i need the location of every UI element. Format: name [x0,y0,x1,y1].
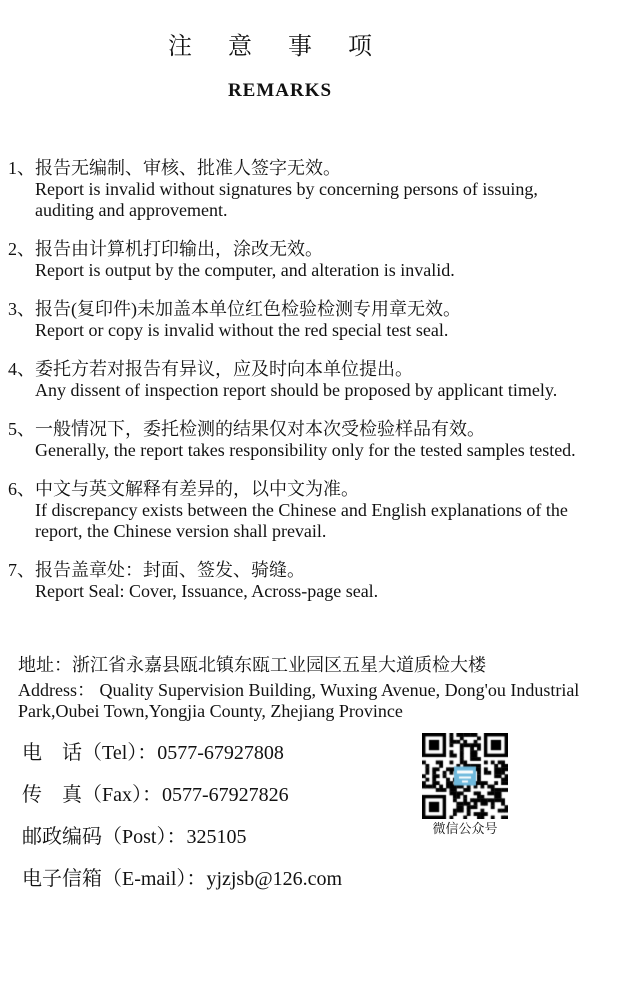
contact-value: yjzjsb@126.com [206,868,343,890]
item-body [35,299,568,341]
item-number: 6、 [8,479,35,499]
item-text-en: Report is output by the computer, and alteration is invalid. [35,260,455,280]
item-text-cn: 委托方若对报告有异议，应及时向本单位提出。 [35,359,413,379]
contact-value: 325105 [186,826,247,848]
remark-item-4 [8,359,568,401]
item-text-en: report, the Chinese version shall prevail. [35,521,327,541]
item-body [35,419,576,461]
item-text-en: Generally, the report takes responsibility only for the tested samples tested. [35,440,576,460]
address-en: Park,Oubei Town,Yongjia County, Zhejiang Province [18,701,403,721]
remark-item-5 [8,419,576,461]
qr-label: 微信公众号 [432,821,498,836]
page-title-en: REMARKS [227,80,333,101]
remark-item-7 [8,560,568,602]
item-text-cn: 报告盖章处：封面、签发、骑缝。 [35,560,305,580]
contact-label: 电子信箱（E-mail）： [22,868,207,890]
contact-row-email [22,868,568,890]
address-block [8,654,580,722]
item-text-cn: 一般情况下，委托检测的结果仅对本次受检验样品有效。 [35,419,485,439]
item-number: 2、 [8,239,35,259]
item-number: 7、 [8,560,35,580]
item-body [35,479,568,542]
item-text-en: Report or copy is invalid without the red special test seal. [35,320,449,340]
remark-item-6 [8,479,568,542]
item-number: 5、 [8,419,35,439]
address-en: Address： Quality Supervision Building, Wuxing Avenue, Dong'ou Industrial [18,680,580,700]
item-text-en: Report Seal: Cover, Issuance, Across-page seal. [35,581,379,601]
qr-code-icon [422,733,508,819]
contact-label: 传 真（Fax）： [22,784,162,806]
document-content [0,34,623,890]
item-body [35,560,568,602]
item-text-cn: 报告无编制、审核、批准人签字无效。 [35,158,341,178]
remark-item-1 [8,158,568,221]
item-number: 3、 [8,299,35,319]
item-text-en: Any dissent of inspection report should be proposed by applicant timely. [35,380,558,400]
item-text-en: auditing and approvement. [35,200,228,220]
item-number: 4、 [8,359,35,379]
remark-item-3 [8,299,568,341]
item-body [35,239,568,281]
remark-item-2 [8,239,568,281]
item-body [35,158,568,221]
item-number: 1、 [8,158,35,178]
item-body [35,359,568,401]
contact-value: 0577-67927826 [162,784,289,806]
remarks-list [8,158,576,602]
contact-label: 邮政编码（Post）： [22,826,187,848]
item-text-en: If discrepancy exists between the Chinese and English explanations of the [35,500,568,520]
item-text-cn: 中文与英文解释有差异的，以中文为准。 [35,479,359,499]
wechat-qr-block [422,733,508,836]
item-text-cn: 报告由计算机打印输出，涂改无效。 [35,239,323,259]
contact-value: 0577-67927808 [157,742,284,764]
page-title-cn: 注意事项 [168,34,408,60]
contact-label: 电 话（Tel）： [22,742,158,764]
item-text-en: Report is invalid without signatures by concerning persons of issuing, [35,179,538,199]
address-cn: 地址：浙江省永嘉县瓯北镇东瓯工业园区五星大道质检大楼 [18,655,486,675]
item-text-cn: 报告(复印件)未加盖本单位红色检验检测专用章无效。 [35,299,461,319]
